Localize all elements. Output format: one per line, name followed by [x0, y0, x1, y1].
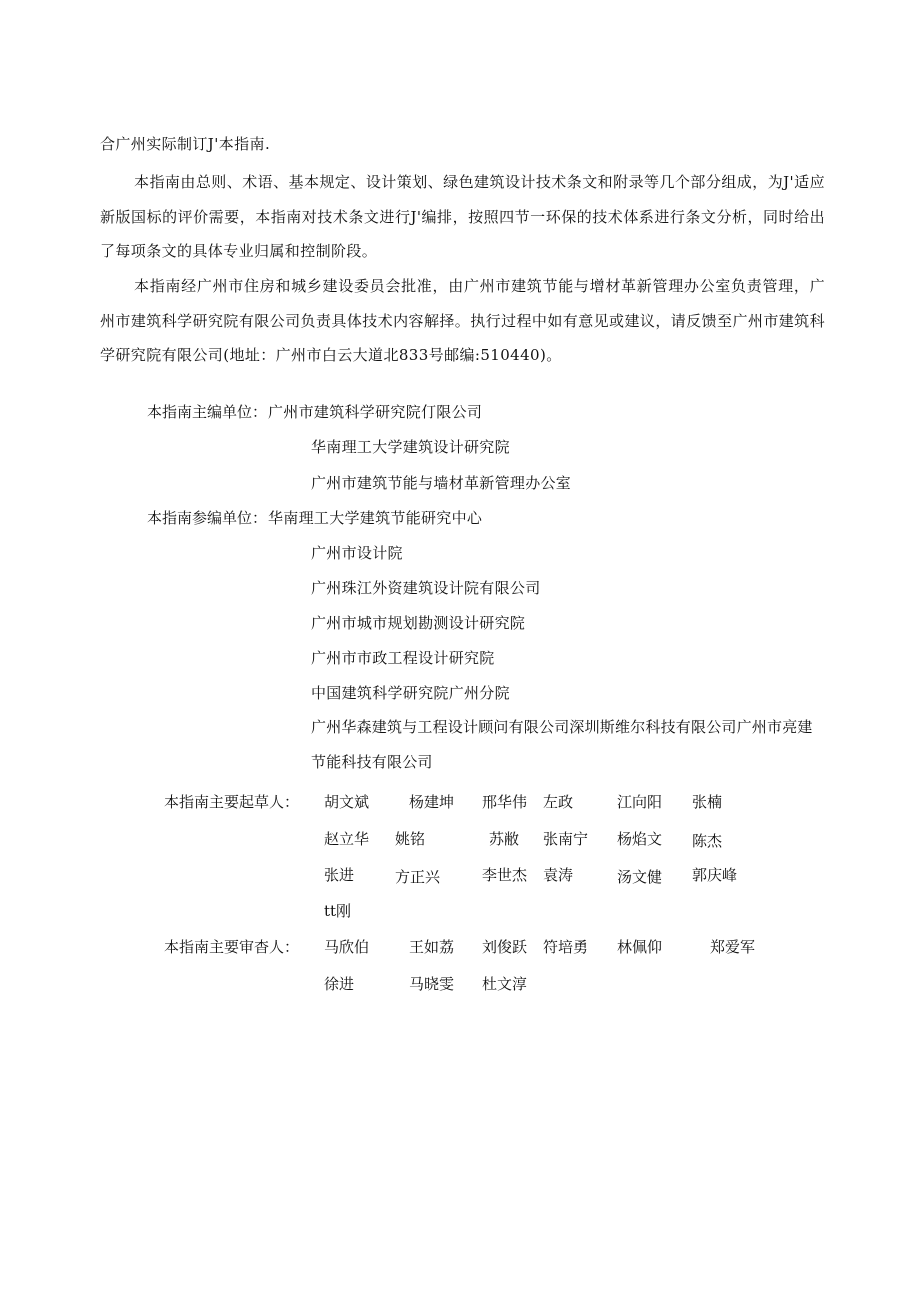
participating-unit-item-long: 广州华森建筑与工程设计顾问有限公司深圳斯维尔科技有限公司广州市亮建节能科技有限公司: [311, 718, 813, 771]
drafter-name: 胡文斌: [324, 793, 370, 811]
reviewer-name: 马欣伯: [324, 938, 370, 956]
reviewer-name: 郑爱军: [710, 938, 756, 956]
drafters-label: 本指南主要起草人：: [164, 793, 300, 811]
drafter-name: 杨焰文: [617, 830, 663, 848]
chief-units-label: 本指南主编单位：: [147, 403, 268, 421]
drafter-name: 汤文健: [617, 868, 663, 886]
participating-units-label: 本指南参编单位：: [147, 509, 268, 527]
drafter-name: 姚铭: [395, 830, 426, 848]
drafter-name: 袁涛: [543, 866, 574, 884]
drafter-name: 张进: [324, 866, 355, 884]
participating-unit-item: 广州珠江外资建筑设计院有限公司: [311, 579, 541, 597]
drafter-name: 张楠: [692, 793, 723, 811]
chief-unit-item: 广州市建筑科学研究院仃限公司: [268, 403, 483, 421]
reviewers-label: 本指南主要审杳人：: [164, 938, 300, 956]
drafter-name: 左政: [543, 793, 574, 811]
reviewer-name: 杜文淳: [482, 975, 528, 993]
drafter-name: 李世杰: [482, 866, 528, 884]
drafter-name: 杨建坤: [409, 793, 455, 811]
chief-unit-item: 华南理工大学建筑设计研究院: [311, 438, 510, 456]
drafter-name: 张南宁: [543, 830, 589, 848]
drafter-name: 郭庆峰: [692, 866, 738, 884]
drafter-name: tt刚: [324, 902, 352, 920]
drafter-name: 苏敝: [489, 830, 520, 848]
participating-unit-item: 华南理工大学建筑节能研究中心: [268, 509, 483, 527]
paragraph-structure: 本指南由总则、术语、基本规定、设计策划、绿色建筑设计技术条文和附录等几个部分组成，为J'适应新版国标的评价需要，本指南对技术条文进行J'编排，按照四节一环保的技术体系进行条文分析，同时给出了每项条文的具体专业归属和控制阶段。: [100, 173, 825, 260]
drafter-name: 邢华伟: [482, 793, 528, 811]
chief-unit-item: 广州市建筑节能与墙材革新管理办公室: [311, 474, 572, 492]
reviewer-name: 马晓雯: [409, 975, 455, 993]
drafter-name: 陈杰: [692, 832, 723, 850]
participating-unit-item: 中国建筑科学研究院广州分院: [311, 684, 510, 702]
reviewer-name: 徐进: [324, 975, 355, 993]
paragraph-intro-end: 合广州实际制订J'本指南.: [100, 135, 271, 153]
reviewer-name: 林佩仰: [617, 938, 663, 956]
participating-unit-item: 广州市城市规划勘测设计研究院: [311, 614, 526, 632]
participating-unit-item: 广州市市政工程设计研究院: [311, 649, 495, 667]
participating-unit-item: 广州市设计院: [311, 544, 403, 562]
reviewer-name: 刘俊跃: [482, 938, 528, 956]
drafter-name: 江向阳: [617, 793, 663, 811]
reviewer-name: 王如荔: [409, 938, 455, 956]
paragraph-approval: 本指南经广州市住房和城乡建设委员会批准，由广州市建筑节能与增材革新管理办公室负责管理，广州市建筑科学研究院有限公司负责具体技术内容解择。执行过程中如有意见或建议，请反馈至广州市建筑科学研究院有限公司(地址：广州市白云大道北833号邮编:510440)。: [100, 277, 825, 364]
drafter-name: 方正兴: [395, 868, 441, 886]
reviewer-name: 符培勇: [543, 938, 589, 956]
drafter-name: 赵立华: [324, 830, 370, 848]
